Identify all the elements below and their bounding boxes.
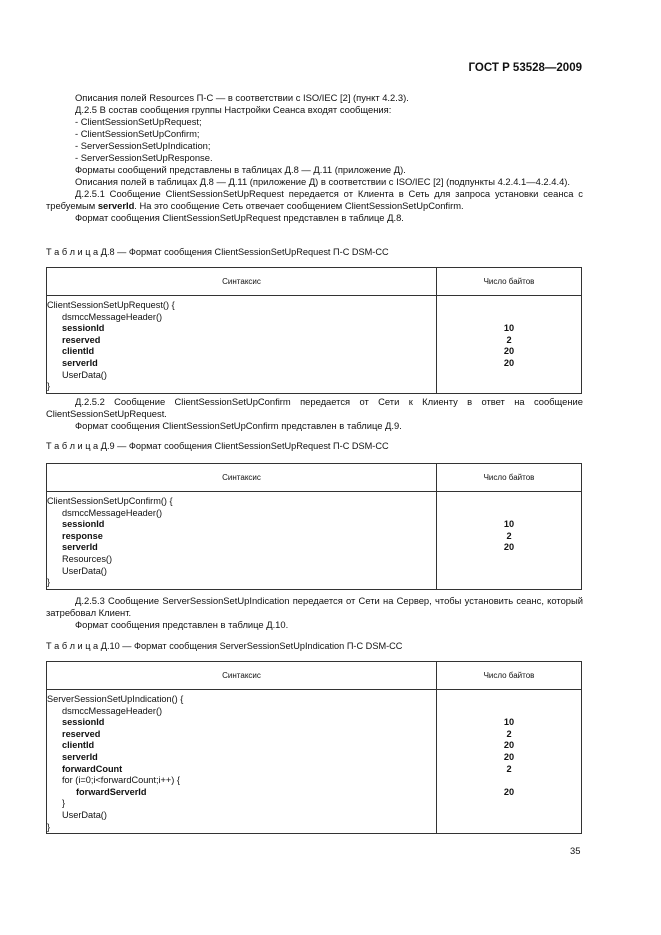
syntax-line: serverId — [62, 357, 98, 368]
list-item: - ServerSessionSetUpResponse. — [75, 152, 213, 163]
paragraph: Д.2.5.2 Сообщение ClientSessionSetUpConfirm передается от Сети к Клиенту в ответ на сообщение ClientSessionSetUpRequest. — [46, 396, 583, 419]
intro-text — [46, 92, 583, 224]
byte-count: 20 — [503, 751, 515, 762]
paragraph: Д.2.5 В состав сообщения группы Настройки Сеанса входят сообщения: — [75, 104, 392, 115]
syntax-line: ServerSessionSetUpIndication() { — [47, 694, 184, 704]
byte-count: 2 — [506, 530, 512, 541]
syntax-line: ClientSessionSetUpConfirm() { — [47, 496, 173, 506]
table-d10 — [46, 661, 582, 834]
column-header: Число байтов — [437, 662, 582, 690]
list-item: - ClientSessionSetUpRequest; — [75, 116, 202, 127]
byte-count: 2 — [506, 728, 512, 739]
byte-count — [437, 381, 581, 393]
syntax-line: serverId — [62, 751, 98, 762]
syntax-line: dsmccMessageHeader() — [62, 311, 163, 322]
paragraph: Формат сообщения ClientSessionSetUpConfirm представлен в таблице Д.9. — [75, 420, 402, 431]
byte-count: 10 — [503, 323, 515, 334]
table-caption: Т а б л и ц а Д.10 — Формат сообщения ServerSessionSetUpIndication П-С DSM-CC — [46, 641, 403, 651]
table-d9 — [46, 463, 582, 590]
syntax-line: ClientSessionSetUpRequest() { — [47, 300, 175, 310]
paragraph: Описания полей Resources П-С — в соответствии с ISO/IEC [2] (пункт 4.2.3). — [75, 92, 409, 103]
byte-count: 20 — [503, 346, 515, 357]
syntax-line: } — [47, 381, 51, 392]
page-number: 35 — [570, 845, 581, 856]
syntax-line: } — [62, 798, 66, 809]
syntax-line: clientId — [62, 346, 95, 357]
byte-count — [437, 554, 581, 566]
text-run: Д.2.5.1 Сообщение ClientSessionSetUpRequest передается от Клиента в Сеть для запроса установки сеанса с требуемым — [46, 188, 583, 211]
syntax-line: forwardCount — [62, 763, 123, 774]
byte-count — [437, 810, 581, 822]
syntax-line: clientId — [62, 740, 95, 751]
byte-count — [437, 798, 581, 810]
syntax-line: sessionId — [62, 323, 105, 334]
syntax-line: Resources() — [62, 553, 113, 564]
syntax-line: } — [47, 577, 51, 588]
syntax-line: response — [62, 530, 103, 541]
syntax-line: serverId — [62, 542, 98, 553]
syntax-cell — [47, 690, 437, 834]
byte-count: 20 — [503, 542, 515, 553]
column-header: Число байтов — [437, 464, 582, 492]
syntax-line: dsmccMessageHeader() — [62, 705, 163, 716]
paragraph: Формат сообщения представлен в таблице Д.10. — [75, 619, 289, 630]
list-item: - ServerSessionSetUpIndication; — [75, 140, 211, 151]
byte-count — [437, 370, 581, 382]
byte-count — [437, 775, 581, 787]
bytes-cell — [437, 492, 582, 590]
byte-count: 20 — [503, 786, 515, 797]
bytes-cell — [437, 296, 582, 394]
syntax-cell — [47, 296, 437, 394]
byte-count: 10 — [503, 519, 515, 530]
byte-count — [437, 822, 581, 834]
syntax-line: reserved — [62, 334, 101, 345]
byte-count — [437, 300, 581, 312]
syntax-line: sessionId — [62, 717, 105, 728]
document-id: ГОСТ Р 53528—2009 — [468, 62, 582, 74]
syntax-line: dsmccMessageHeader() — [62, 507, 163, 518]
syntax-line: forwardServerId — [76, 786, 147, 797]
paragraph: Д.2.5.3 Сообщение ServerSessionSetUpIndication передается от Сети на Сервер, чтобы установить сеанс, который затребовал Клиент. — [46, 595, 583, 618]
text-run-bold: serverId — [97, 200, 135, 211]
section-text — [46, 396, 583, 432]
column-header: Синтаксис — [47, 268, 437, 296]
paragraph — [46, 188, 583, 212]
paragraph: Описания полей в таблицах Д.8 — Д.11 (приложение Д) в соответствии с ISO/IEC [2] (подпункты 4.2.4.1—4.2.4.4). — [75, 176, 571, 187]
column-header: Синтаксис — [47, 464, 437, 492]
table-caption: Т а б л и ц а Д.9 — Формат сообщения ClientSessionSetUpRequest П-С DSM-CC — [46, 441, 389, 451]
byte-count — [437, 577, 581, 589]
syntax-line: sessionId — [62, 519, 105, 530]
paragraph: Форматы сообщений представлены в таблицах Д.8 — Д.11 (приложение Д). — [75, 164, 406, 175]
bytes-cell — [437, 690, 582, 834]
syntax-line: for (i=0;i<forwardCount;i++) { — [62, 775, 180, 786]
byte-count — [437, 508, 581, 520]
byte-count — [437, 706, 581, 718]
syntax-cell — [47, 492, 437, 590]
byte-count — [437, 694, 581, 706]
byte-count: 2 — [506, 763, 512, 774]
byte-count: 2 — [506, 334, 512, 345]
byte-count — [437, 312, 581, 324]
section-text — [46, 595, 583, 631]
syntax-line: } — [47, 821, 51, 832]
syntax-line: UserData() — [62, 565, 107, 576]
byte-count — [437, 566, 581, 578]
byte-count: 20 — [503, 740, 515, 751]
column-header: Число байтов — [437, 268, 582, 296]
byte-count: 20 — [503, 357, 515, 368]
column-header: Синтаксис — [47, 662, 437, 690]
text-run: . На это сообщение Сеть отвечает сообщением ClientSessionSetUpConfirm. — [134, 200, 464, 211]
table-caption: Т а б л и ц а Д.8 — Формат сообщения ClientSessionSetUpRequest П-С DSM-CC — [46, 247, 389, 257]
byte-count — [437, 496, 581, 508]
byte-count: 10 — [503, 717, 515, 728]
syntax-line: UserData() — [62, 809, 107, 820]
table-d8 — [46, 267, 582, 394]
paragraph: Формат сообщения ClientSessionSetUpRequest представлен в таблице Д.8. — [75, 212, 404, 223]
list-item: - ClientSessionSetUpConfirm; — [75, 128, 200, 139]
syntax-line: reserved — [62, 728, 101, 739]
syntax-line: UserData() — [62, 369, 107, 380]
